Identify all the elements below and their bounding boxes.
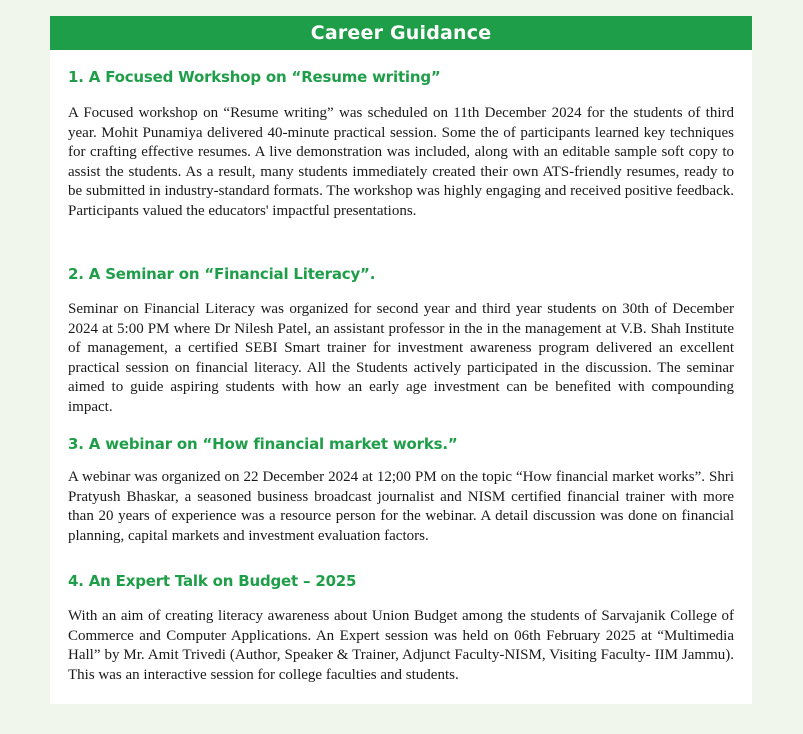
section-body: A Focused workshop on “Resume writing” was scheduled on 11th December 2024 for the students of third year. Mohit Punamiya delivered 40-minute practical session. Some the of participants learned key techniques for crafting effective resumes. A live demonstration was included, along with an editable sample soft copy to assist the students. As a result, many students immediately created their own ATS-friendly resumes, ready to be submitted in industry-standard formats. The workshop was highly engaging and received positive feedback. Participants valued the educators' impactful presentations. (68, 105, 734, 219)
document-page (50, 16, 752, 704)
header-bar (50, 16, 752, 50)
section-body: With an aim of creating literacy awareness about Union Budget among the students of Sarvajanik College of Commerce and Computer Applications. An Expert session was held on 06th February 2025 at “Multimedia Hall” by Mr. Amit Trivedi (Author, Speaker & Trainer, Adjunct Faculty-NISM, Visiting Faculty- IIM Jammu). This was an interactive session for college faculties and students. (68, 608, 734, 683)
section-heading: 3. A webinar on “How financial market works.” (68, 435, 458, 453)
section-budget-expert-talk (68, 571, 734, 685)
section-financial-market-webinar (68, 434, 734, 546)
section-body: Seminar on Financial Literacy was organized for second year and third year students on 30th of December 2024 at 5:00 PM where Dr Nilesh Patel, an assistant professor in the in the management at V.B. Shah Institute of management, a certified SEBI Smart trainer for investment awareness program delivered an excellent practical session on financial literacy. All the Students actively participated in the discussion. The seminar aimed to guide aspiring students with how an early age investment can be benefited with compounding impact. (68, 301, 734, 415)
section-heading: 4. An Expert Talk on Budget – 2025 (68, 572, 357, 590)
section-heading: 2. A Seminar on “Financial Literacy”. (68, 265, 376, 283)
section-heading: 1. A Focused Workshop on “Resume writing” (68, 68, 441, 86)
page-title: Career Guidance (310, 22, 492, 44)
section-resume-workshop (68, 67, 734, 222)
section-financial-literacy-seminar (68, 264, 734, 418)
section-body: A webinar was organized on 22 December 2024 at 12;00 PM on the topic “How financial market works”. Shri Pratyush Bhaskar, a seasoned business broadcast journalist and NISM certified financial trainer with more than 20 years of experience was a resource person for the webinar. A detail discussion was done on financial planning, capital markets and investment evaluation factors. (68, 469, 734, 544)
